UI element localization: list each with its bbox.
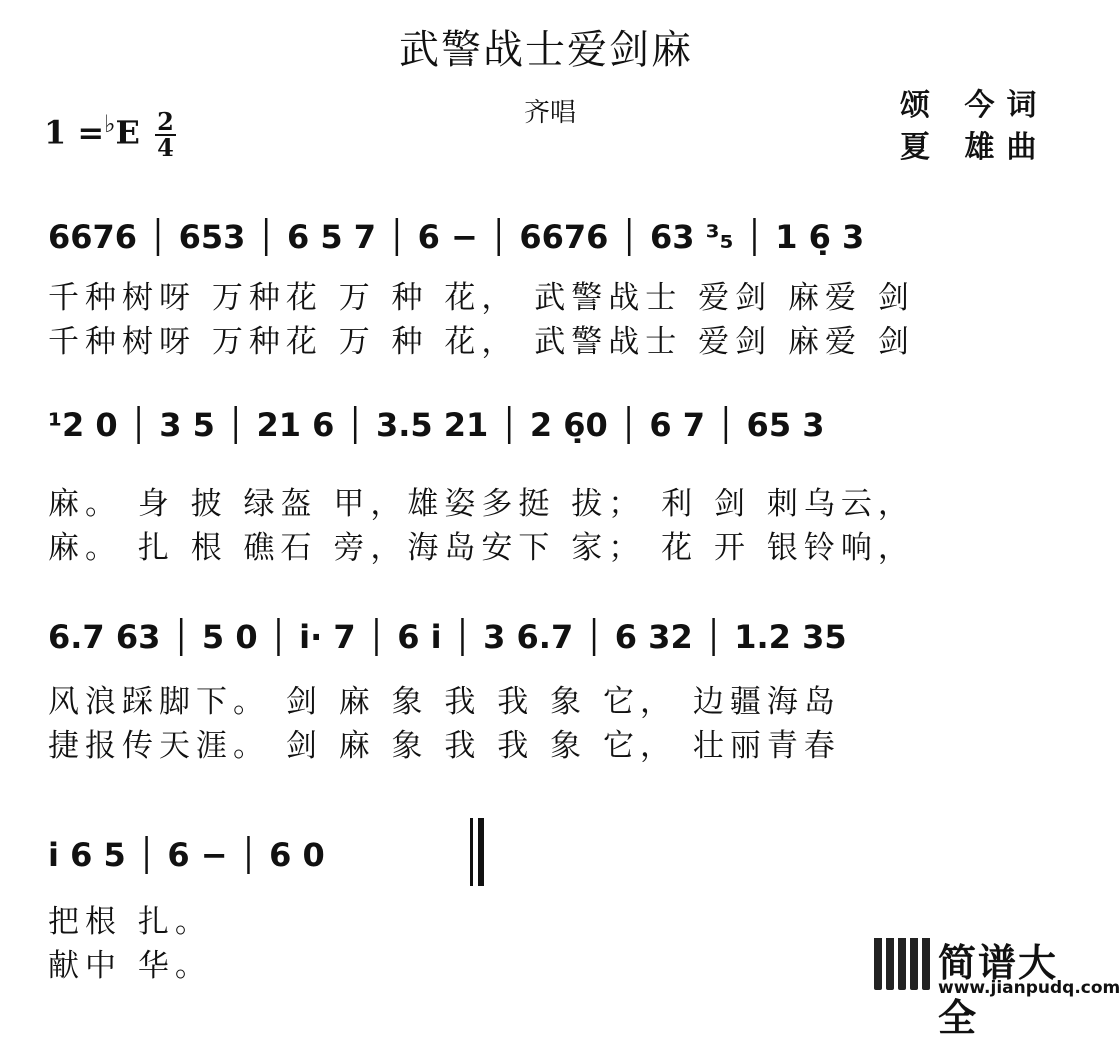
lyrics-verse-1: 千种树呀 万种花 万 种 花， 武警战士 爱剑 麻爱 剑	[48, 280, 915, 316]
flat-sign: ♭	[104, 108, 116, 138]
performance-style: 齐唱	[523, 98, 576, 128]
watermark-brand: 简谱大全	[938, 941, 1059, 1040]
watermark	[868, 930, 1120, 1040]
time-numerator: 2	[157, 107, 174, 136]
time-denominator: 4	[157, 133, 174, 162]
lyrics-verse-2: 献中 华。	[48, 948, 212, 984]
notation-row: 6.7 63 │ 5 0 │ i· 7 │ 6 i │ 3 6.7 │ 6 32 │ 1.2 35	[48, 618, 847, 656]
lyrics-verse-2: 捷报传天涯。 剑 麻 象 我 我 象 它， 壮丽青春	[48, 728, 841, 764]
page-title: 武警战士爱剑麻	[399, 27, 693, 73]
lyrics-verse-2: 千种树呀 万种花 万 种 花， 武警战士 爱剑 麻爱 剑	[48, 324, 915, 360]
composer-credit: 夏 雄曲	[900, 130, 1049, 165]
key-signature	[44, 107, 176, 162]
notation-row: 6676 │ 653 │ 6 5 7 │ 6 − │ 6676 │ 63 ³₅ │ 1 6̣ 3	[48, 218, 865, 256]
lyrics-verse-1: 麻。 身 披 绿盔 甲，雄姿多挺 拔； 利 剑 刺乌云，	[48, 486, 915, 522]
piano-keys-icon	[874, 938, 932, 990]
watermark-site: www.jianpudq.com	[938, 978, 1120, 998]
lyricist-credit: 颂 今词	[900, 88, 1049, 123]
lyrics-verse-1: 把根 扎。	[48, 904, 212, 940]
notation-row: i 6 5 │ 6 − │ 6 0	[48, 836, 325, 874]
lyrics-verse-1: 风浪踩脚下。 剑 麻 象 我 我 象 它， 边疆海岛	[48, 684, 841, 720]
notation-row: ¹2 0 │ 3 5 │ 21 6 │ 3.5 21 │ 2 6̣0 │ 6 7 │ 65 3	[48, 406, 825, 444]
time-signature	[155, 107, 176, 162]
lyrics-verse-2: 麻。 扎 根 礁石 旁，海岛安下 家； 花 开 银铃响，	[48, 530, 915, 566]
final-barline	[470, 818, 484, 886]
key-prefix: 1 =	[44, 113, 105, 152]
key-letter: E	[115, 113, 140, 152]
